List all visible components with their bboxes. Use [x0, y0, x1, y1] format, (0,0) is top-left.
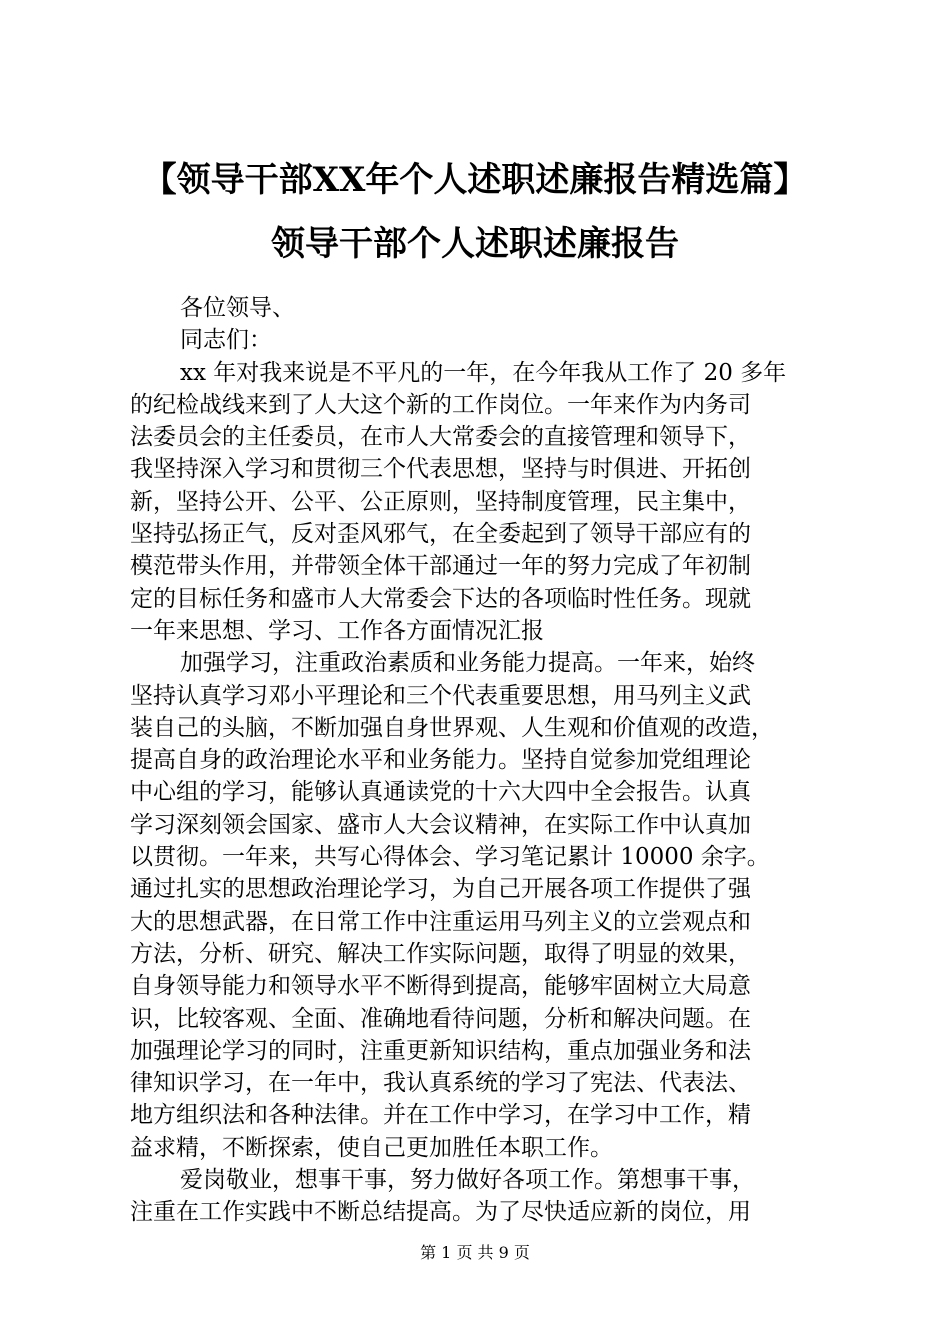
paragraph-line: 加强学习，注重政治素质和业务能力提高。一年来，始终 — [180, 650, 755, 677]
paragraph-line: 法委员会的主任委员，在市人大常委会的直接管理和领导下， — [130, 424, 751, 451]
page-footer: 第 1 页 共 9 页 — [420, 1243, 530, 1262]
salutation-line: 各位领导、 — [180, 295, 295, 321]
paragraph-line: 中心组的学习，能够认真通读党的十六大四中全会报告。认真 — [130, 779, 751, 806]
paragraph-line: 益求精，不断探索，使自己更加胜任本职工作。 — [130, 1134, 613, 1161]
document-body — [130, 292, 832, 1229]
paragraph-line: 定的目标任务和盛市人大常委会下达的各项临时性任务。现就 — [130, 585, 751, 612]
paragraph-line: 加强理论学习的同时，注重更新知识结构，重点加强业务和法 — [130, 1037, 751, 1064]
document-subtitle: 领导干部个人述职述廉报告 — [271, 224, 679, 264]
paragraph-line: 模范带头作用，并带领全体干部通过一年的努力完成了年初制 — [130, 553, 751, 580]
paragraph-line: 识，比较客观、全面、准确地看待问题，分析和解决问题。在 — [130, 1005, 751, 1032]
paragraph-line: 注重在工作实践中不断总结提高。为了尽快适应新的岗位，用 — [130, 1199, 751, 1226]
paragraph-line: 我坚持深入学习和贯彻三个代表思想，坚持与时俱进、开拓创 — [130, 456, 751, 483]
paragraph-line: 坚持弘扬正气，反对歪风邪气，在全委起到了领导干部应有的 — [130, 521, 751, 548]
paragraph-line: 装自己的头脑，不断加强自身世界观、人生观和价值观的改造， — [130, 714, 774, 741]
paragraph-line: 方法，分析、研究、解决工作实际问题，取得了明显的效果， — [130, 940, 751, 967]
paragraph-line: 一年来思想、学习、工作各方面情况汇报 — [130, 617, 544, 644]
paragraph-line: 律知识学习，在一年中，我认真系统的学习了宪法、代表法、 — [130, 1070, 751, 1097]
paragraph-line: 自身领导能力和领导水平不断得到提高，能够牢固树立大局意 — [130, 973, 751, 1000]
paragraph-line: 通过扎实的思想政治理论学习，为自己开展各项工作提供了强 — [130, 876, 751, 903]
paragraph-line: 以贯彻。一年来，共写心得体会、学习笔记累计 10000 余字。 — [130, 844, 770, 871]
paragraph-line: 学习深刻领会国家、盛市人大会议精神，在实际工作中认真加 — [130, 811, 751, 838]
document-title: 【领导干部XX年个人述职述廉报告精选篇】 — [142, 160, 808, 200]
paragraph-line: 新，坚持公开、公平、公正原则，坚持制度管理，民主集中， — [130, 488, 751, 515]
paragraph-line: xx 年对我来说是不平凡的一年，在今年我从工作了 20 多年 — [180, 359, 787, 386]
paragraph-line: 坚持认真学习邓小平理论和三个代表重要思想，用马列主义武 — [130, 682, 751, 709]
paragraph-line: 爱岗敬业，想事干事，努力做好各项工作。第想事干事， — [180, 1167, 755, 1194]
salutation-line: 同志们： — [180, 327, 272, 354]
paragraph-line: 地方组织法和各种法律。并在工作中学习，在学习中工作，精 — [130, 1102, 751, 1129]
paragraph-line: 的纪检战线来到了人大这个新的工作岗位。一年来作为内务司 — [130, 391, 751, 418]
paragraph-line: 提高自身的政治理论水平和业务能力。坚持自觉参加党组理论 — [130, 747, 751, 774]
paragraph-line: 大的思想武器，在日常工作中注重运用马列主义的立尝观点和 — [130, 908, 751, 935]
